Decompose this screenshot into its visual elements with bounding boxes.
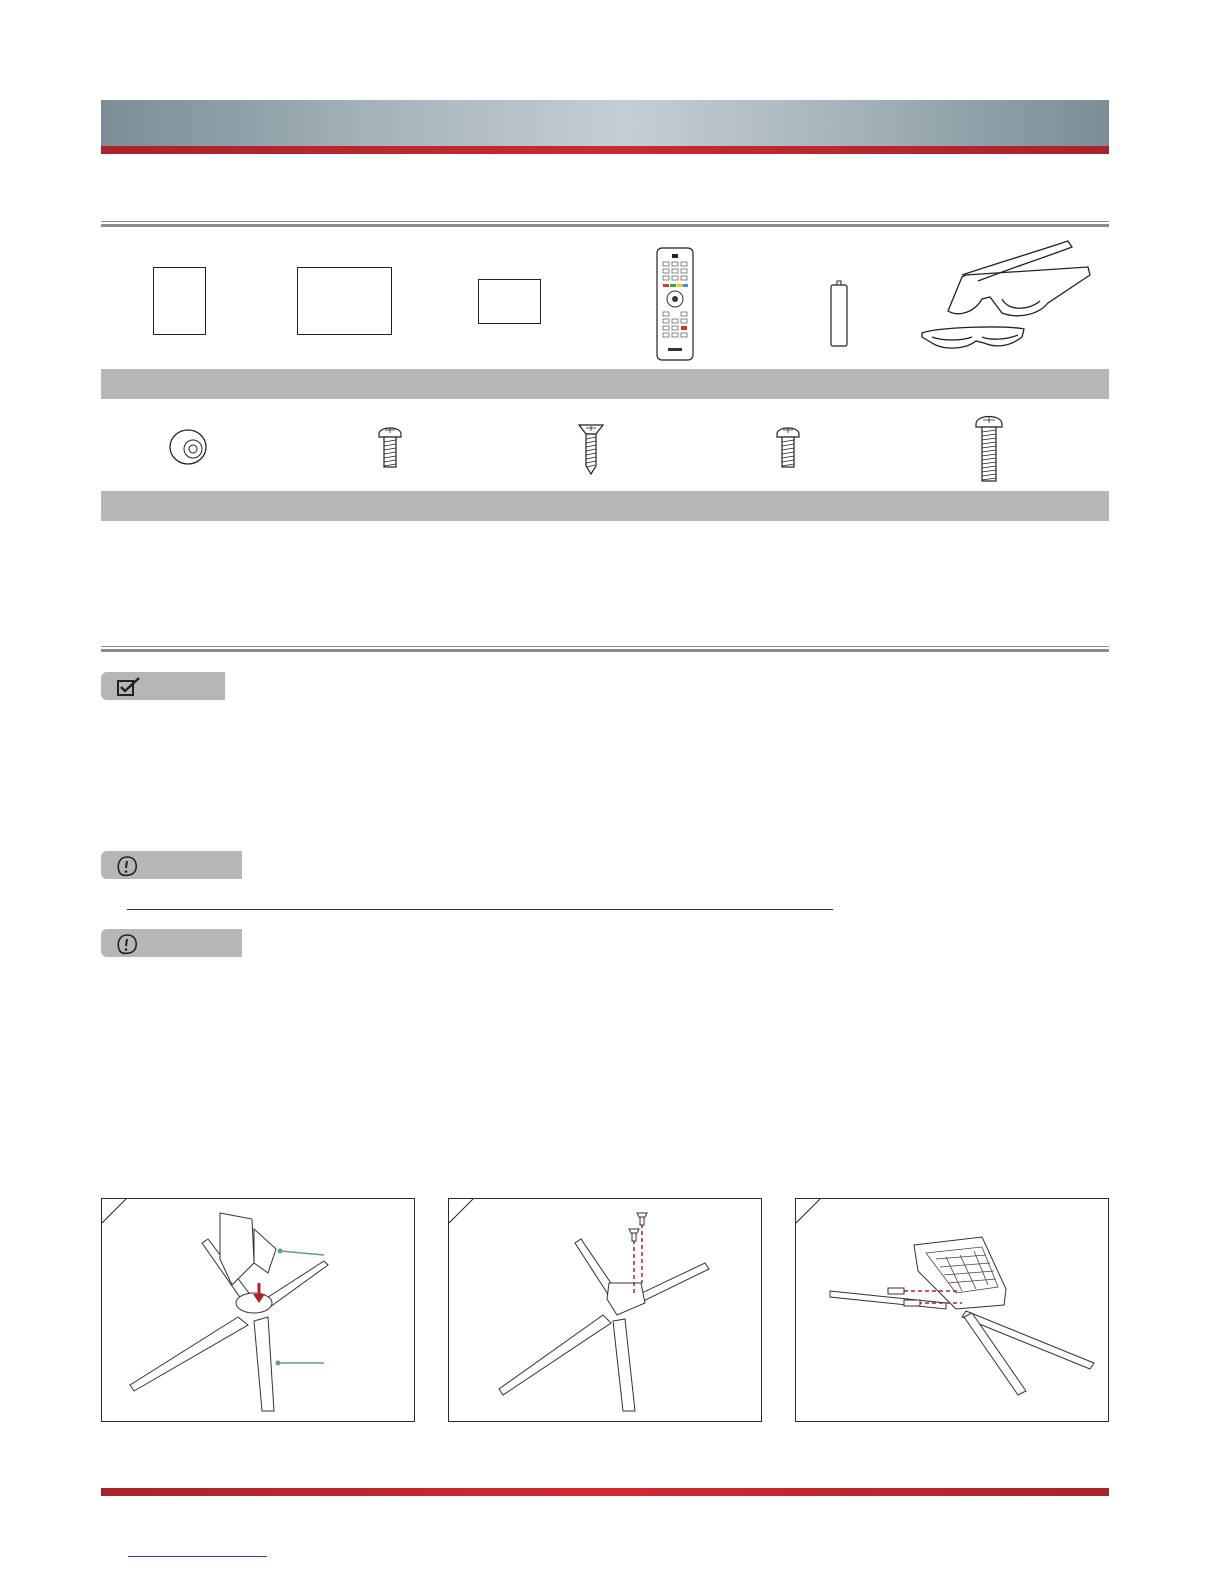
header-banner <box>101 100 1109 146</box>
document-small-icon <box>153 267 206 335</box>
document-large-icon <box>297 267 392 335</box>
header-red-stripe <box>101 146 1109 154</box>
caution-icon <box>115 855 139 877</box>
remote-control-icon <box>655 246 695 362</box>
checkbox-note-icon <box>115 676 143 698</box>
assembly-step-2-panel <box>448 1198 762 1422</box>
caution-tag <box>101 929 242 957</box>
screw-countersunk-icon <box>578 420 604 476</box>
screw-long-icon <box>974 412 1004 484</box>
footer-red-stripe <box>101 1488 1109 1496</box>
card-icon <box>478 279 541 324</box>
caution-tag <box>101 851 242 879</box>
stand-neck-insert-diagram <box>102 1199 414 1421</box>
grey-band <box>101 369 1109 399</box>
caution-icon <box>115 933 139 955</box>
stand-bracket-diagram <box>796 1199 1108 1421</box>
rubber-cap-icon <box>167 427 209 467</box>
screw-short-2-icon <box>775 424 801 470</box>
section-divider <box>101 221 1109 227</box>
glasses-icon <box>918 237 1094 357</box>
stand-screw-diagram <box>449 1199 761 1421</box>
assembly-step-3-panel <box>795 1198 1109 1422</box>
link-underline[interactable] <box>128 1556 267 1557</box>
grey-band <box>101 491 1109 521</box>
section-divider <box>101 646 1109 652</box>
battery-icon <box>829 280 849 348</box>
assembly-step-1-panel <box>101 1198 415 1422</box>
note-tag <box>101 672 225 700</box>
underline-rule <box>127 909 833 910</box>
screw-short-icon <box>377 424 403 470</box>
